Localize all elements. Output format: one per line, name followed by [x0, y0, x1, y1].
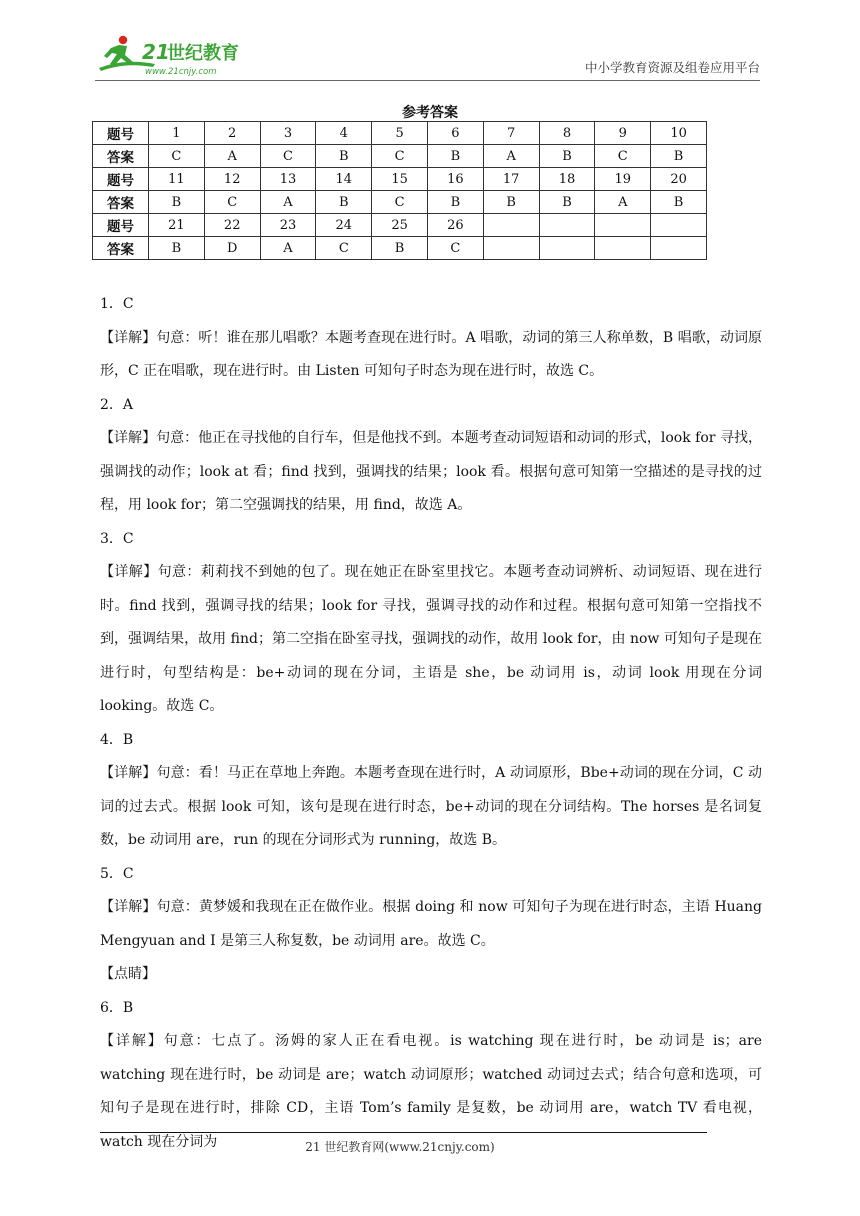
page-header: [95, 30, 760, 80]
question-number-cell: 1: [149, 122, 205, 145]
answer-cell: C: [427, 237, 483, 260]
answer-cell: A: [260, 191, 316, 214]
svg-text:世纪教育: 世纪教育: [167, 43, 239, 64]
answer-cell: C: [316, 237, 372, 260]
question-number-cell: 18: [539, 168, 595, 191]
question-number-cell: 9: [595, 122, 651, 145]
question-number-answer: 3．C: [100, 530, 134, 547]
question-label: 题号: [93, 214, 149, 237]
answer-cell: B: [539, 191, 595, 214]
answer-cell: [651, 237, 707, 260]
question-number-cell: 16: [427, 168, 483, 191]
answer-cell: C: [149, 145, 205, 168]
answer-cell: [539, 237, 595, 260]
question-number-cell: 10: [651, 122, 707, 145]
answer-label: 答案: [93, 191, 149, 214]
question-number-answer: 6．B: [100, 999, 134, 1016]
answer-row: [93, 237, 707, 260]
question-number-cell: 4: [316, 122, 372, 145]
answer-cell: C: [595, 145, 651, 168]
question-number-cell: 3: [260, 122, 316, 145]
answer-cell: B: [372, 237, 428, 260]
explanation-paragraph: 【详解】句意：看！马正在草地上奔跑。本题考查现在进行时，A 动词原形，Bbe+动词的现在分词，C 动词的过去式。根据 look 可知，该句是现在进行时态，be+动词的现在分词结构。The horses 是名词复数，be 动词用 are，run 的现在分词形式为 running，故选 B。: [100, 765, 762, 848]
question-label: 题号: [93, 168, 149, 191]
question-number-cell: 21: [149, 214, 205, 237]
answer-label: 答案: [93, 237, 149, 260]
question-number-answer: 2．A: [100, 396, 134, 413]
answer-cell: C: [372, 191, 428, 214]
question-label: 题号: [93, 122, 149, 145]
question-number-cell: 23: [260, 214, 316, 237]
question-number-cell: 19: [595, 168, 651, 191]
answer-cell: B: [427, 145, 483, 168]
answer-cell: C: [204, 191, 260, 214]
question-number-row: [93, 122, 707, 145]
answer-cell: B: [483, 191, 539, 214]
answer-cell: B: [316, 191, 372, 214]
answer-cell: [595, 237, 651, 260]
answer-cell: C: [372, 145, 428, 168]
question-number-answer: 5．C: [100, 865, 134, 882]
explanation-paragraph: 【详解】句意：莉莉找不到她的包了。现在她正在卧室里找它。本题考查动词辨析、动词短语、现在进行时。find 找到，强调寻找的结果；look for 寻找，强调寻找的动作和过程。根据句意可知第一空指找不到，强调结果，故用 find；第二空指在卧室寻找，强调找的动作，故用 look for，由 now 可知句子是现在进行时，句型结构是：be+动词的现在分词，主语是 she，be 动词用 is，动词 look 用现在分词 looking。故选 C。: [100, 564, 762, 714]
question-number-cell: 13: [260, 168, 316, 191]
explanation-paragraph: 【详解】句意：听！谁在那儿唱歌？本题考查现在进行时。A 唱歌，动词的第三人称单数，B 唱歌，动词原形，C 正在唱歌，现在进行时。由 Listen 可知句子时态为现在进行时，故选 C。: [100, 329, 762, 379]
question-number-cell: 25: [372, 214, 428, 237]
question-number-row: [93, 214, 707, 237]
question-number-cell: [595, 214, 651, 237]
svg-text:21: 21: [142, 40, 170, 64]
question-number-cell: 5: [372, 122, 428, 145]
question-number-cell: 20: [651, 168, 707, 191]
explanations: [100, 288, 762, 1159]
question-number-cell: 8: [539, 122, 595, 145]
question-number-cell: [539, 214, 595, 237]
answer-cell: B: [149, 191, 205, 214]
answer-cell: D: [204, 237, 260, 260]
question-number-cell: 17: [483, 168, 539, 191]
answer-table: [92, 121, 707, 260]
answer-label: 答案: [93, 145, 149, 168]
question-number-cell: [651, 214, 707, 237]
explanation-paragraph: 【详解】句意：他正在寻找他的自行车，但是他找不到。本题考查动词短语和动词的形式，look for 寻找，强调找的动作；look at 看；find 找到，强调找的结果；look 看。根据句意可知第一空描述的是寻找的过程，用 look for；第二空强调找的结果，用 find，故选 A。: [100, 430, 762, 513]
svg-text:www.21cnjy.com: www.21cnjy.com: [145, 67, 217, 77]
answer-cell: [483, 237, 539, 260]
answer-cell: C: [260, 145, 316, 168]
question-number-cell: 24: [316, 214, 372, 237]
question-number-cell: 2: [204, 122, 260, 145]
explanation-paragraph: 【详解】句意：七点了。汤姆的家人正在看电视。is watching 现在进行时，be 动词是 is；are watching 现在进行时，be 动词是 are；watch 动词原形；watched 动词过去式；结合句意和选项，可知句子是现在进行时，排除 CD，主语 Tom’s family 是复数，be 动词用 are，watch TV 看电视，watch 现在分词为: [100, 1033, 762, 1150]
question-number-answer: 4．B: [100, 731, 134, 748]
header-divider: [95, 80, 760, 81]
question-number-cell: 6: [427, 122, 483, 145]
explanation-paragraph: 【点睛】: [100, 966, 156, 982]
answer-cell: B: [539, 145, 595, 168]
answer-cell: A: [260, 237, 316, 260]
question-number-cell: 22: [204, 214, 260, 237]
answer-cell: A: [595, 191, 651, 214]
question-number-cell: 26: [427, 214, 483, 237]
answer-cell: B: [316, 145, 372, 168]
answer-row: [93, 145, 707, 168]
question-number-cell: 15: [372, 168, 428, 191]
explanation-paragraph: 【详解】句意：黄梦媛和我现在正在做作业。根据 doing 和 now 可知句子为现在进行时态，主语 Huang Mengyuan and I 是第三人称复数，be 动词用 are。故选 C。: [100, 899, 762, 949]
answer-cell: B: [149, 237, 205, 260]
site-logo: [95, 34, 260, 78]
answer-row: [93, 191, 707, 214]
answer-cell: A: [483, 145, 539, 168]
answer-cell: B: [427, 191, 483, 214]
question-number-cell: 11: [149, 168, 205, 191]
answer-cell: A: [204, 145, 260, 168]
question-number-cell: 12: [204, 168, 260, 191]
platform-name: 中小学教育资源及组卷应用平台: [584, 60, 760, 75]
question-number-cell: 7: [483, 122, 539, 145]
answer-cell: B: [651, 145, 707, 168]
answer-cell: B: [651, 191, 707, 214]
question-number-cell: [483, 214, 539, 237]
footer-text: 21 世纪教育网(www.21cnjy.com): [305, 1140, 495, 1154]
question-number-row: [93, 168, 707, 191]
answer-table-title: 参考答案: [402, 105, 458, 121]
question-number-answer: 1．C: [100, 296, 134, 312]
question-number-cell: 14: [316, 168, 372, 191]
footer-divider: [100, 1132, 707, 1133]
